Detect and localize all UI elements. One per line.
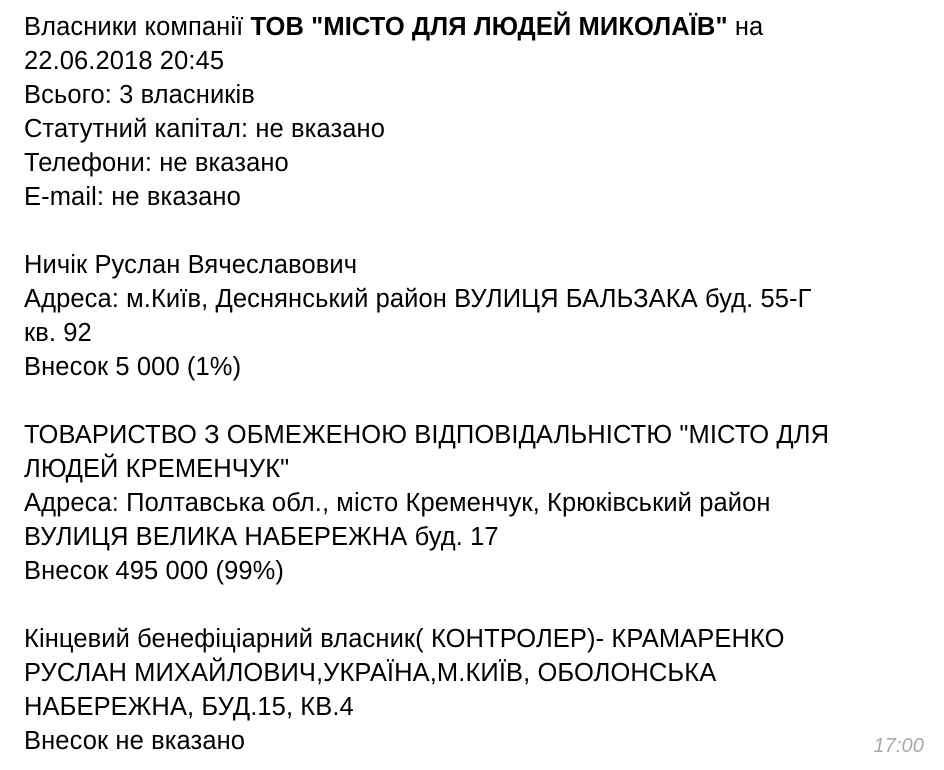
message-timestamp: 17:00 (873, 735, 924, 757)
authorized-capital: Статутний капітал: не вказано (24, 115, 386, 143)
spacer (24, 214, 944, 248)
owner-2-name: ТОВАРИСТВО З ОБМЕЖЕНОЮ ВІДПОВІДАЛЬНІСТЮ "МІСТО ДЛЯ (24, 421, 830, 449)
owner-2-address: Адреса: Полтавська обл., місто Кременчук, Крюківський район (24, 489, 771, 517)
header-prefix: Власники компанії (24, 13, 251, 41)
owner-1-share: Внесок 5 000 (1%) (24, 353, 242, 381)
owner-2-address-cont: ВУЛИЦЯ ВЕЛИКА НАБЕРЕЖНА буд. 17 (24, 523, 499, 551)
owner-2-name-cont: ЛЮДЕЙ КРЕМЕНЧУК" (24, 455, 290, 483)
owner-2-share: Внесок 495 000 (99%) (24, 557, 285, 585)
owner-1-name: Ничік Руслан Вячеславович (24, 251, 358, 279)
header-suffix: на (727, 13, 764, 41)
owners-total: Всього: 3 власників (24, 81, 255, 109)
spacer (24, 588, 944, 622)
spacer (24, 384, 944, 418)
beneficiary-share: Внесок не вказано (24, 727, 246, 755)
email: E-mail: не вказано (24, 183, 241, 211)
beneficiary-line-1: Кінцевий бенефіціарний власник( КОНТРОЛЕР)- КРАМАРЕНКО (24, 625, 785, 653)
message-header (24, 10, 944, 44)
beneficiary-line-2: РУСЛАН МИХАЙЛОВИЧ,УКРАЇНА,М.КИЇВ, ОБОЛОНСЬКА (24, 659, 717, 687)
owner-1-address: Адреса: м.Київ, Деснянський район ВУЛИЦЯ БАЛЬЗАКА буд. 55-Г (24, 285, 812, 313)
beneficiary-line-3: НАБЕРЕЖНА, БУД.15, КВ.4 (24, 693, 354, 721)
report-datetime: 22.06.2018 20:45 (24, 47, 225, 75)
company-name: ТОВ "МІСТО ДЛЯ ЛЮДЕЙ МИКОЛАЇВ" (250, 13, 728, 41)
phones: Телефони: не вказано (24, 149, 289, 177)
owner-1-address-cont: кв. 92 (24, 319, 92, 347)
